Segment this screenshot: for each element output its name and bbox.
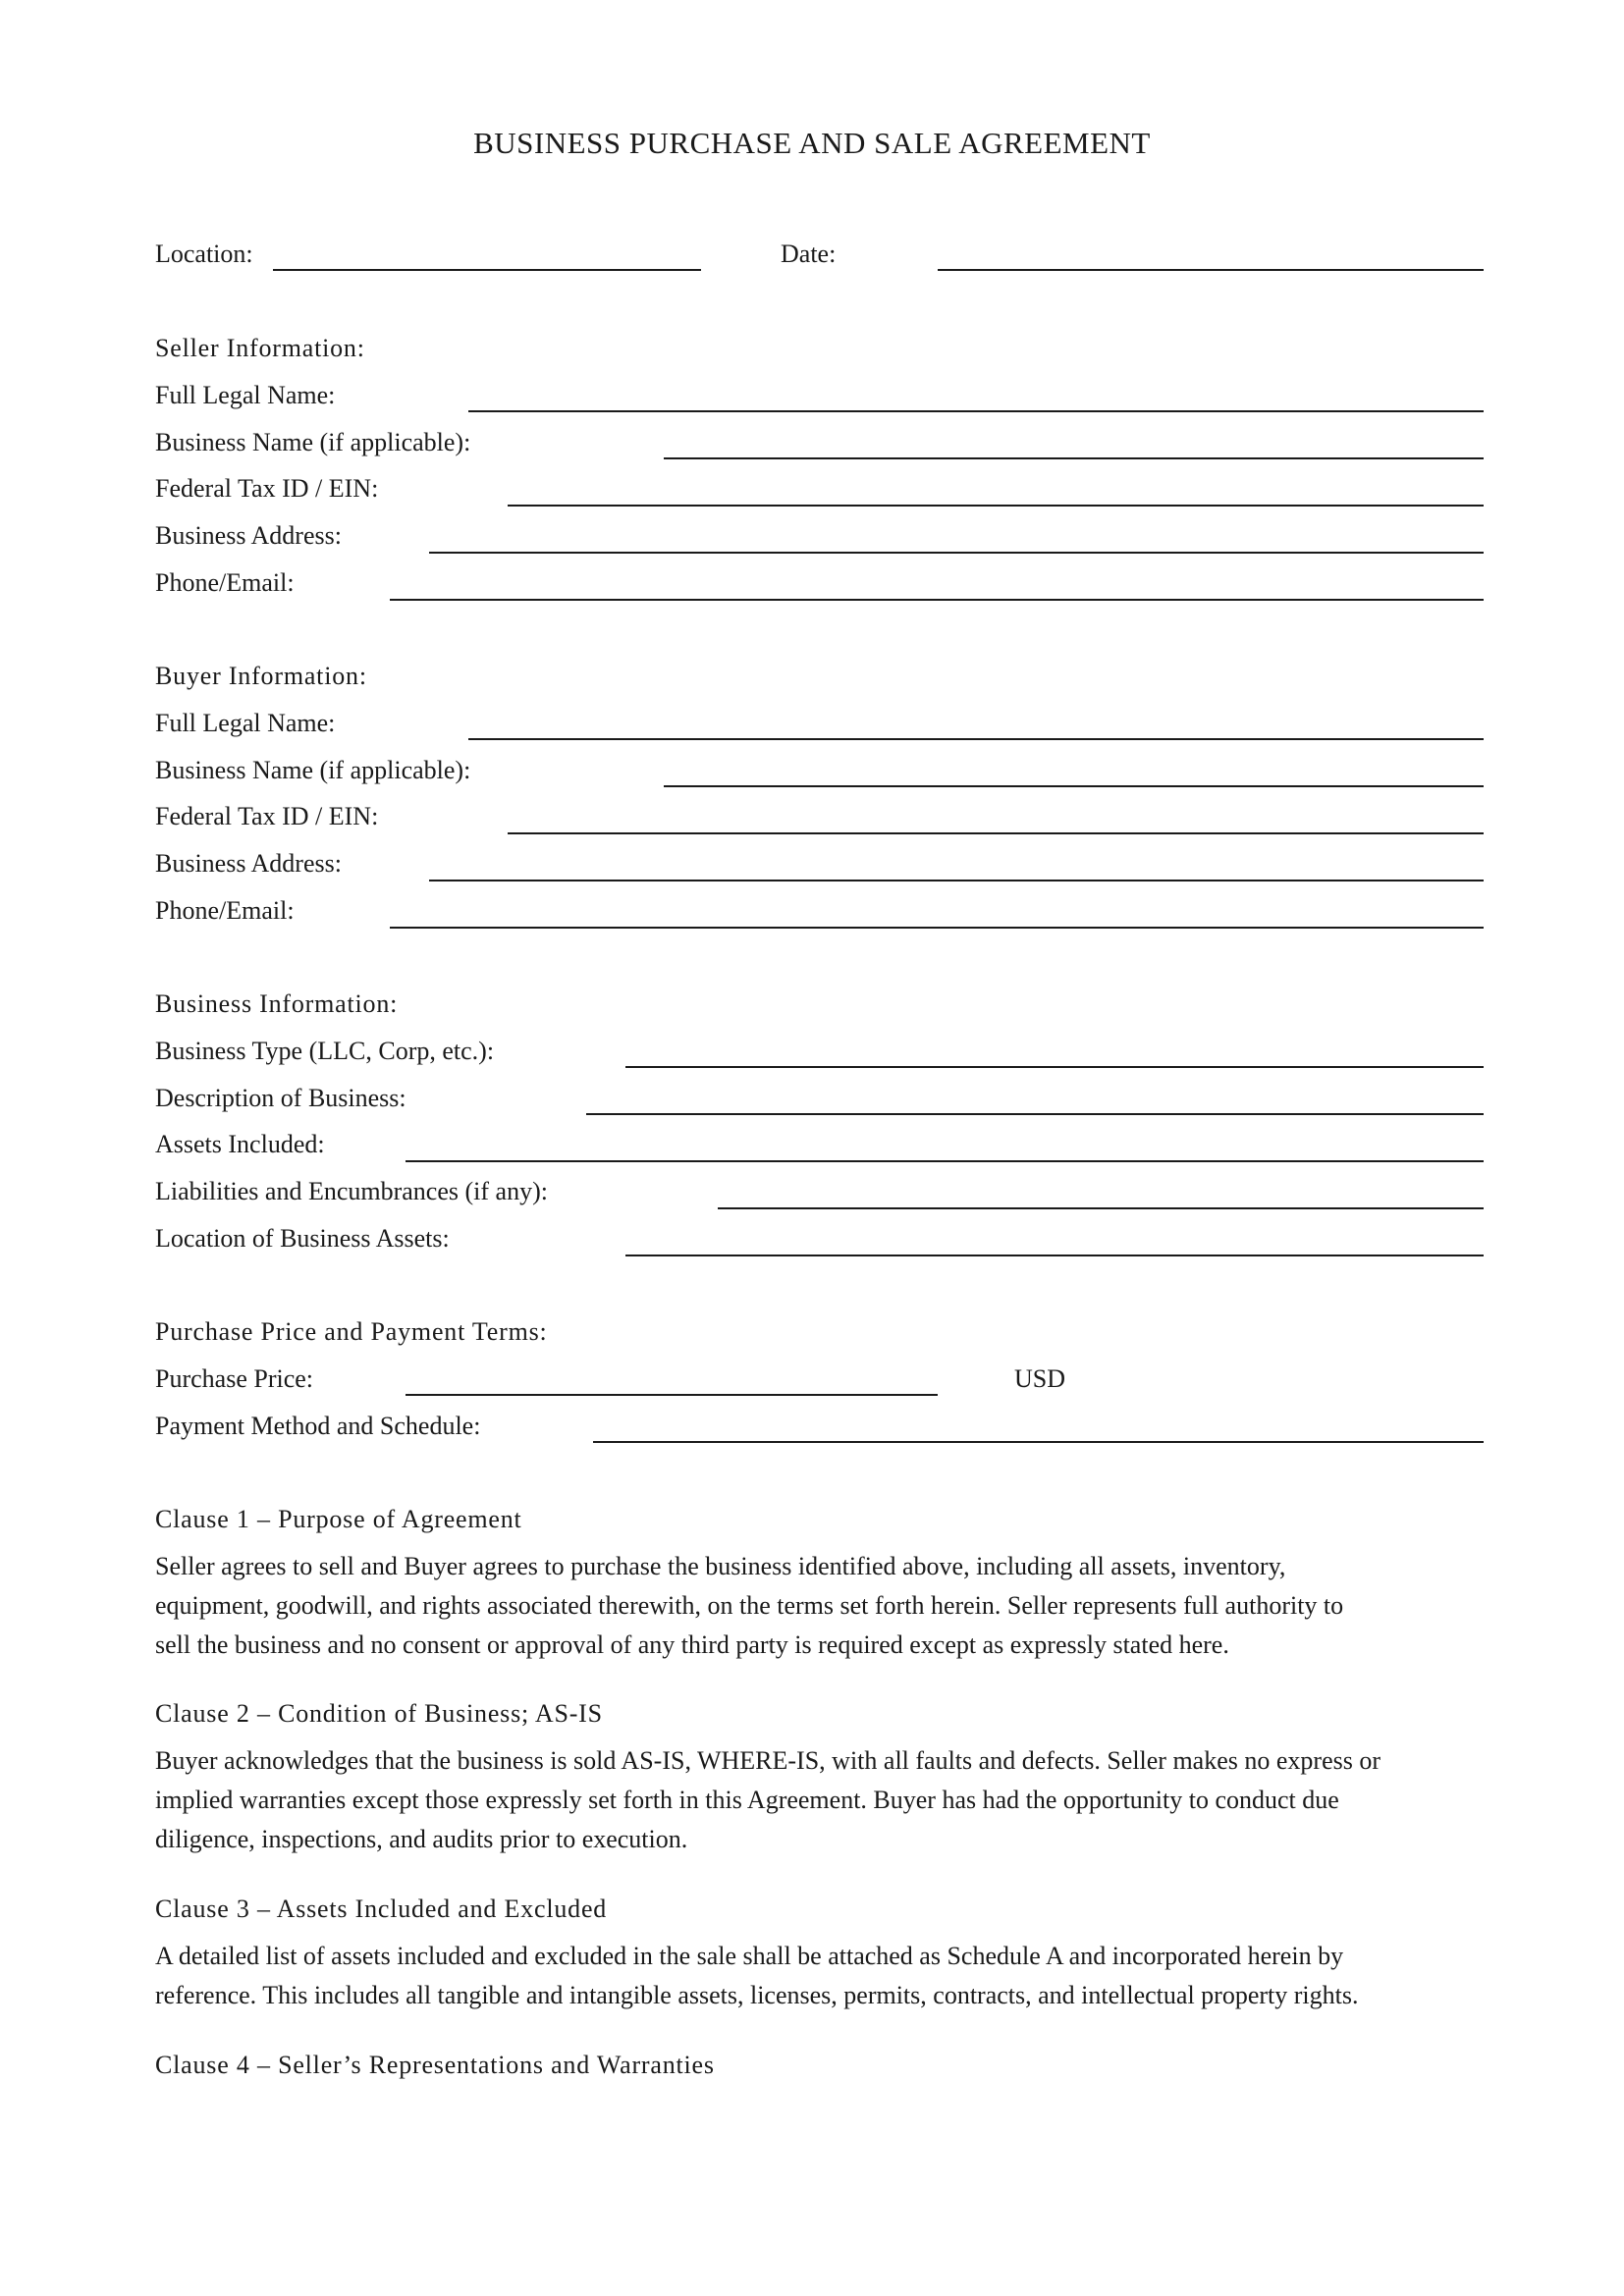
- clause-2-line: implied warranties except those expressly set forth in this Agreement. Buyer has had the opportunity to conduct due: [155, 1786, 1339, 1814]
- assets-included-label: Assets Included:: [155, 1130, 325, 1158]
- currency-label: USD: [1014, 1364, 1066, 1393]
- date-label: Date:: [781, 240, 837, 268]
- buyer-tax-id-field[interactable]: [508, 832, 1484, 834]
- buyer-business-name-field[interactable]: [664, 785, 1484, 787]
- buyer-tax-id-label: Federal Tax ID / EIN:: [155, 802, 379, 830]
- seller-tax-id-field[interactable]: [508, 505, 1484, 507]
- liabilities-label: Liabilities and Encumbrances (if any):: [155, 1177, 548, 1205]
- document-title: BUSINESS PURCHASE AND SALE AGREEMENT: [473, 126, 1151, 160]
- purchase-price-field[interactable]: [406, 1394, 938, 1396]
- seller-phone-email-label: Phone/Email:: [155, 568, 295, 597]
- clause-1-line: equipment, goodwill, and rights associated therewith, on the terms set forth herein. Seller represents full authority to: [155, 1591, 1344, 1620]
- payment-method-field[interactable]: [593, 1441, 1484, 1443]
- business-type-label: Business Type (LLC, Corp, etc.):: [155, 1037, 495, 1065]
- buyer-phone-email-field[interactable]: [390, 927, 1484, 929]
- buyer-address-field[interactable]: [429, 880, 1484, 881]
- location-label: Location:: [155, 240, 253, 268]
- buyer-business-name-label: Business Name (if applicable):: [155, 756, 471, 784]
- seller-phone-email-field[interactable]: [390, 599, 1484, 601]
- clause-1-heading: Clause 1 – Purpose of Agreement: [155, 1505, 522, 1533]
- clause-2-heading: Clause 2 – Condition of Business; AS-IS: [155, 1699, 603, 1728]
- buyer-full-name-field[interactable]: [468, 738, 1484, 740]
- business-description-field[interactable]: [586, 1113, 1484, 1115]
- date-field[interactable]: [938, 269, 1484, 271]
- seller-address-field[interactable]: [429, 552, 1484, 554]
- buyer-info-heading: Buyer Information:: [155, 662, 367, 690]
- liabilities-field[interactable]: [718, 1207, 1484, 1209]
- business-info-heading: Business Information:: [155, 989, 399, 1018]
- assets-included-field[interactable]: [406, 1160, 1484, 1162]
- seller-info-heading: Seller Information:: [155, 334, 365, 362]
- clause-3-heading: Clause 3 – Assets Included and Excluded: [155, 1895, 608, 1923]
- business-description-label: Description of Business:: [155, 1084, 406, 1112]
- payment-method-label: Payment Method and Schedule:: [155, 1412, 481, 1440]
- location-field[interactable]: [273, 269, 701, 271]
- clause-2-line: diligence, inspections, and audits prior to execution.: [155, 1825, 688, 1853]
- buyer-address-label: Business Address:: [155, 849, 342, 878]
- clause-1-line: sell the business and no consent or approval of any third party is required except as expressly stated here.: [155, 1630, 1229, 1659]
- buyer-phone-email-label: Phone/Email:: [155, 896, 295, 925]
- asset-location-label: Location of Business Assets:: [155, 1224, 450, 1253]
- clause-2-line: Buyer acknowledges that the business is sold AS-IS, WHERE-IS, with all faults and defects. Seller makes no express or: [155, 1746, 1381, 1775]
- seller-tax-id-label: Federal Tax ID / EIN:: [155, 474, 379, 503]
- clause-3-line: reference. This includes all tangible and intangible assets, licenses, permits, contracts, and intellectual property rights.: [155, 1981, 1359, 2009]
- seller-business-name-field[interactable]: [664, 457, 1484, 459]
- clause-2-body: [155, 1741, 1490, 1859]
- business-type-field[interactable]: [625, 1066, 1484, 1068]
- seller-business-name-label: Business Name (if applicable):: [155, 428, 471, 456]
- clause-1-line: Seller agrees to sell and Buyer agrees to purchase the business identified above, including all assets, inventory,: [155, 1552, 1286, 1580]
- seller-address-label: Business Address:: [155, 521, 342, 550]
- seller-full-name-label: Full Legal Name:: [155, 381, 336, 409]
- asset-location-field[interactable]: [625, 1255, 1484, 1256]
- clause-4-heading: Clause 4 – Seller’s Representations and Warranties: [155, 2051, 715, 2079]
- clause-3-line: A detailed list of assets included and excluded in the sale shall be attached as Schedule A and incorporated herein by: [155, 1942, 1344, 1970]
- clause-3-body: [155, 1937, 1490, 2015]
- seller-full-name-field[interactable]: [468, 410, 1484, 412]
- purchase-price-label: Purchase Price:: [155, 1364, 314, 1393]
- buyer-full-name-label: Full Legal Name:: [155, 709, 336, 737]
- purchase-price-heading: Purchase Price and Payment Terms:: [155, 1317, 548, 1346]
- clause-1-body: [155, 1547, 1490, 1665]
